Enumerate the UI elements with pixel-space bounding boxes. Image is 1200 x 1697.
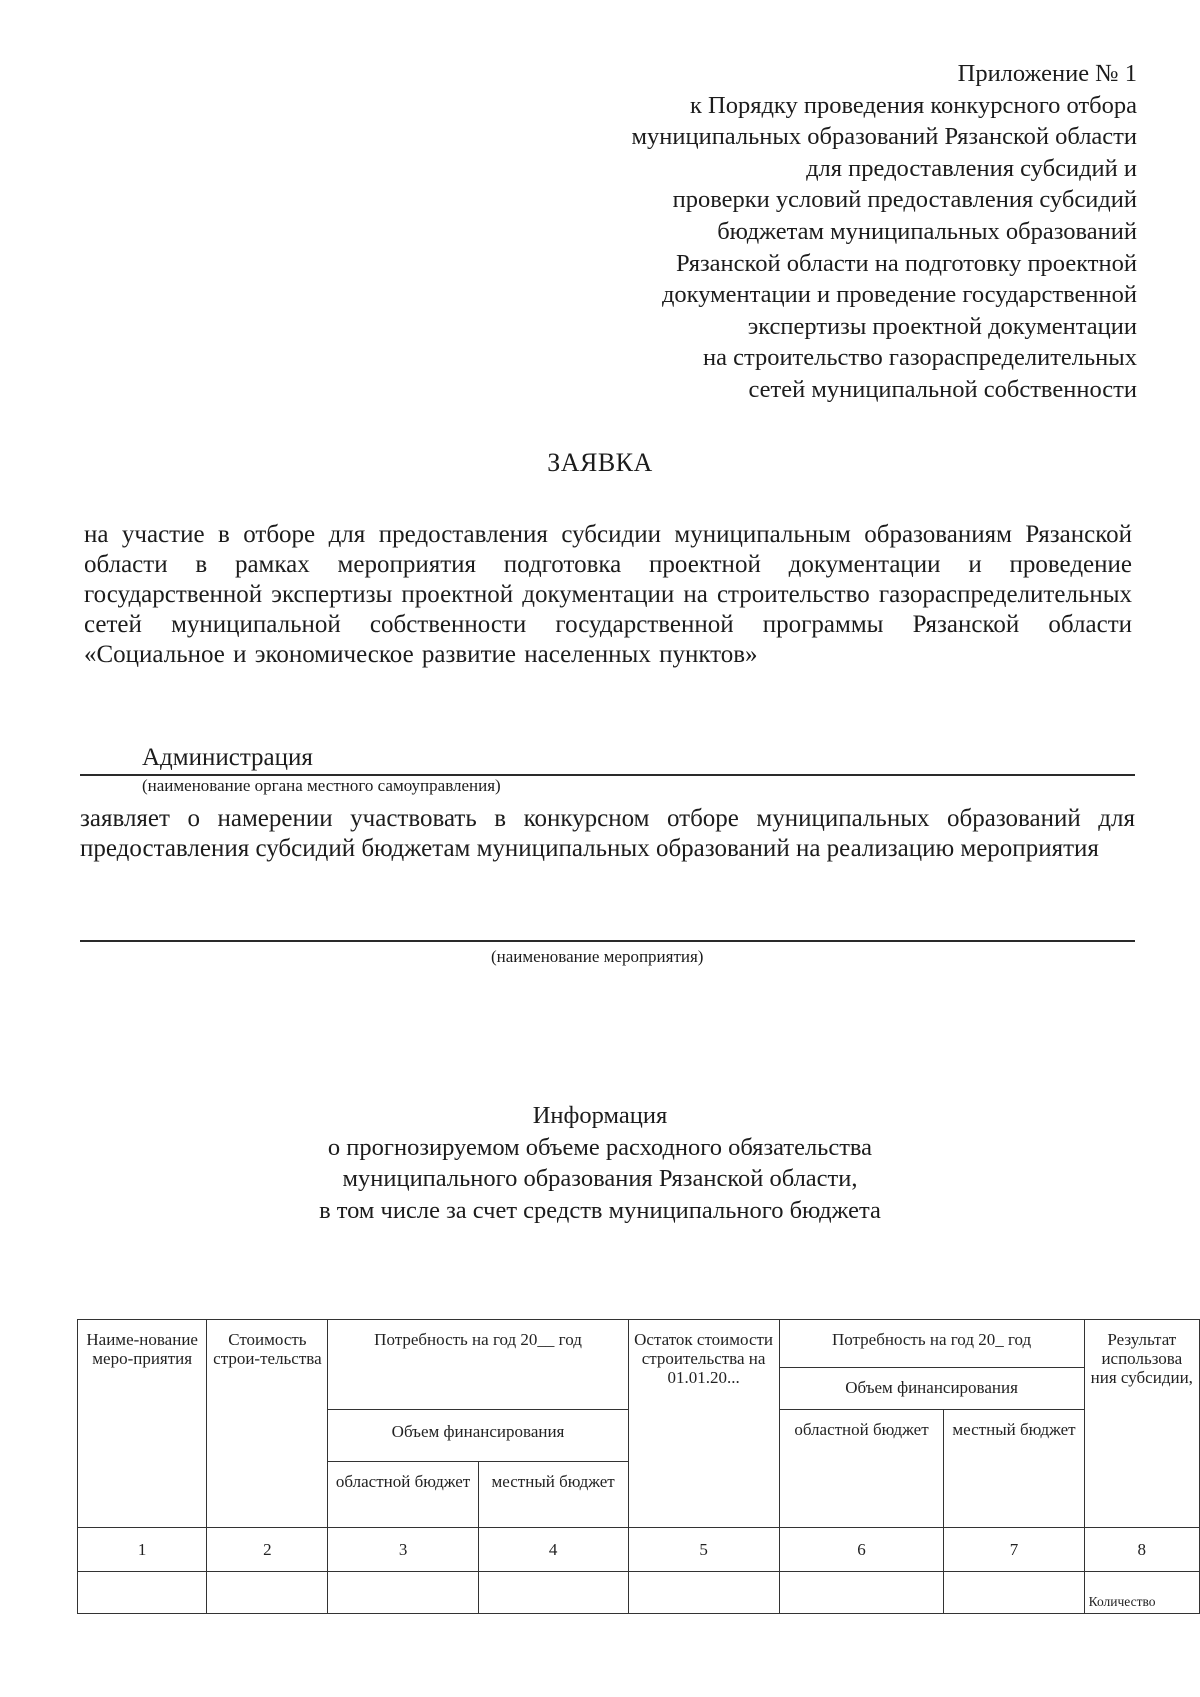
appendix-line: на строительство газораспределительных: [702, 344, 1137, 372]
appendix-line: сетей муниципальной собственности: [748, 375, 1137, 403]
appendix-line: проверки условий предоставления субсидий: [672, 186, 1137, 214]
info-heading: [0, 1100, 1200, 1226]
appendix-header: [480, 58, 1137, 406]
header-funding-b: Объем финансирования: [779, 1368, 1084, 1410]
table-cell: [628, 1572, 779, 1614]
header-local-a: местный бюджет: [478, 1462, 628, 1528]
table-cell: [779, 1572, 944, 1614]
event-caption: (наименование мероприятия): [491, 947, 704, 966]
column-number: 3: [328, 1528, 478, 1572]
header-event-name: Наиме-нование меро-приятия: [78, 1320, 207, 1528]
header-local-b: местный бюджет: [944, 1410, 1084, 1528]
header-remaining-cost: Остаток стоимости строительства на 01.01.20...: [628, 1320, 779, 1528]
document-title: ЗАЯВКА: [547, 448, 653, 477]
header-construction-cost: Стоимость строи-тельства: [207, 1320, 328, 1528]
appendix-line: бюджетам муниципальных образований: [717, 217, 1137, 245]
appendix-line: для предоставления субсидий и: [806, 154, 1137, 182]
table-cell: [944, 1572, 1084, 1614]
appendix-line: экспертизы проектной документации: [747, 312, 1137, 340]
appendix-line: к Порядку проведения конкурсного отбора: [689, 91, 1137, 119]
application-subject: на участие в отборе для предоставления субсидии муниципальным образованиям Рязанской области в рамках мероприятия подготовка проектной документации и проведение государственной экспертизы проектной документации на строительство газораспределительных сетей муниципальной собственности государственной программы Рязанской области «Социальное и экономическое развитие населенных пунктов»: [84, 521, 1132, 668]
column-number: 8: [1084, 1528, 1199, 1572]
column-number: 5: [628, 1528, 779, 1572]
table-cell: [478, 1572, 628, 1614]
appendix-line: документации и проведение государственной: [661, 281, 1137, 309]
column-number: 1: [78, 1528, 207, 1572]
appendix-line: муниципальных образований Рязанской области: [631, 123, 1137, 151]
header-regional-a: областной бюджет: [328, 1462, 478, 1528]
info-line: муниципального образования Рязанской области,: [342, 1165, 858, 1193]
info-line: в том числе за счет средств муниципального бюджета: [319, 1196, 881, 1224]
header-funding-a: Объем финансирования: [328, 1410, 628, 1462]
column-number: 6: [779, 1528, 944, 1572]
event-field: [80, 930, 1135, 942]
header-regional-b: областной бюджет: [779, 1410, 944, 1528]
table-cell: [207, 1572, 328, 1614]
header-result: Результат использова ния субсидии,: [1084, 1320, 1199, 1528]
info-line: о прогнозируемом объеме расходного обязательства: [327, 1133, 873, 1161]
column-number: 7: [944, 1528, 1084, 1572]
result-quantity-label: Количество: [1084, 1572, 1199, 1614]
header-need-year-b: Потребность на год 20_ год: [779, 1320, 1084, 1368]
organization-field: [80, 740, 1135, 776]
appendix-line: Рязанской области на подготовку проектной: [676, 249, 1137, 277]
table-cell: [328, 1572, 478, 1614]
organization-caption: (наименование органа местного самоуправления): [142, 776, 501, 795]
column-number: 4: [478, 1528, 628, 1572]
declaration-text: заявляет о намерении участвовать в конкурсном отборе муниципальных образований для предоставления субсидий бюджетам муниципальных образований на реализацию мероприятия: [80, 805, 1135, 862]
organization-value: Администрация: [142, 744, 313, 771]
table-cell: [78, 1572, 207, 1614]
finance-table: [77, 1319, 1200, 1614]
header-need-year-a: Потребность на год 20__ год: [328, 1320, 628, 1410]
info-line: Информация: [532, 1102, 668, 1129]
column-number: 2: [207, 1528, 328, 1572]
appendix-line: Приложение № 1: [957, 60, 1137, 87]
